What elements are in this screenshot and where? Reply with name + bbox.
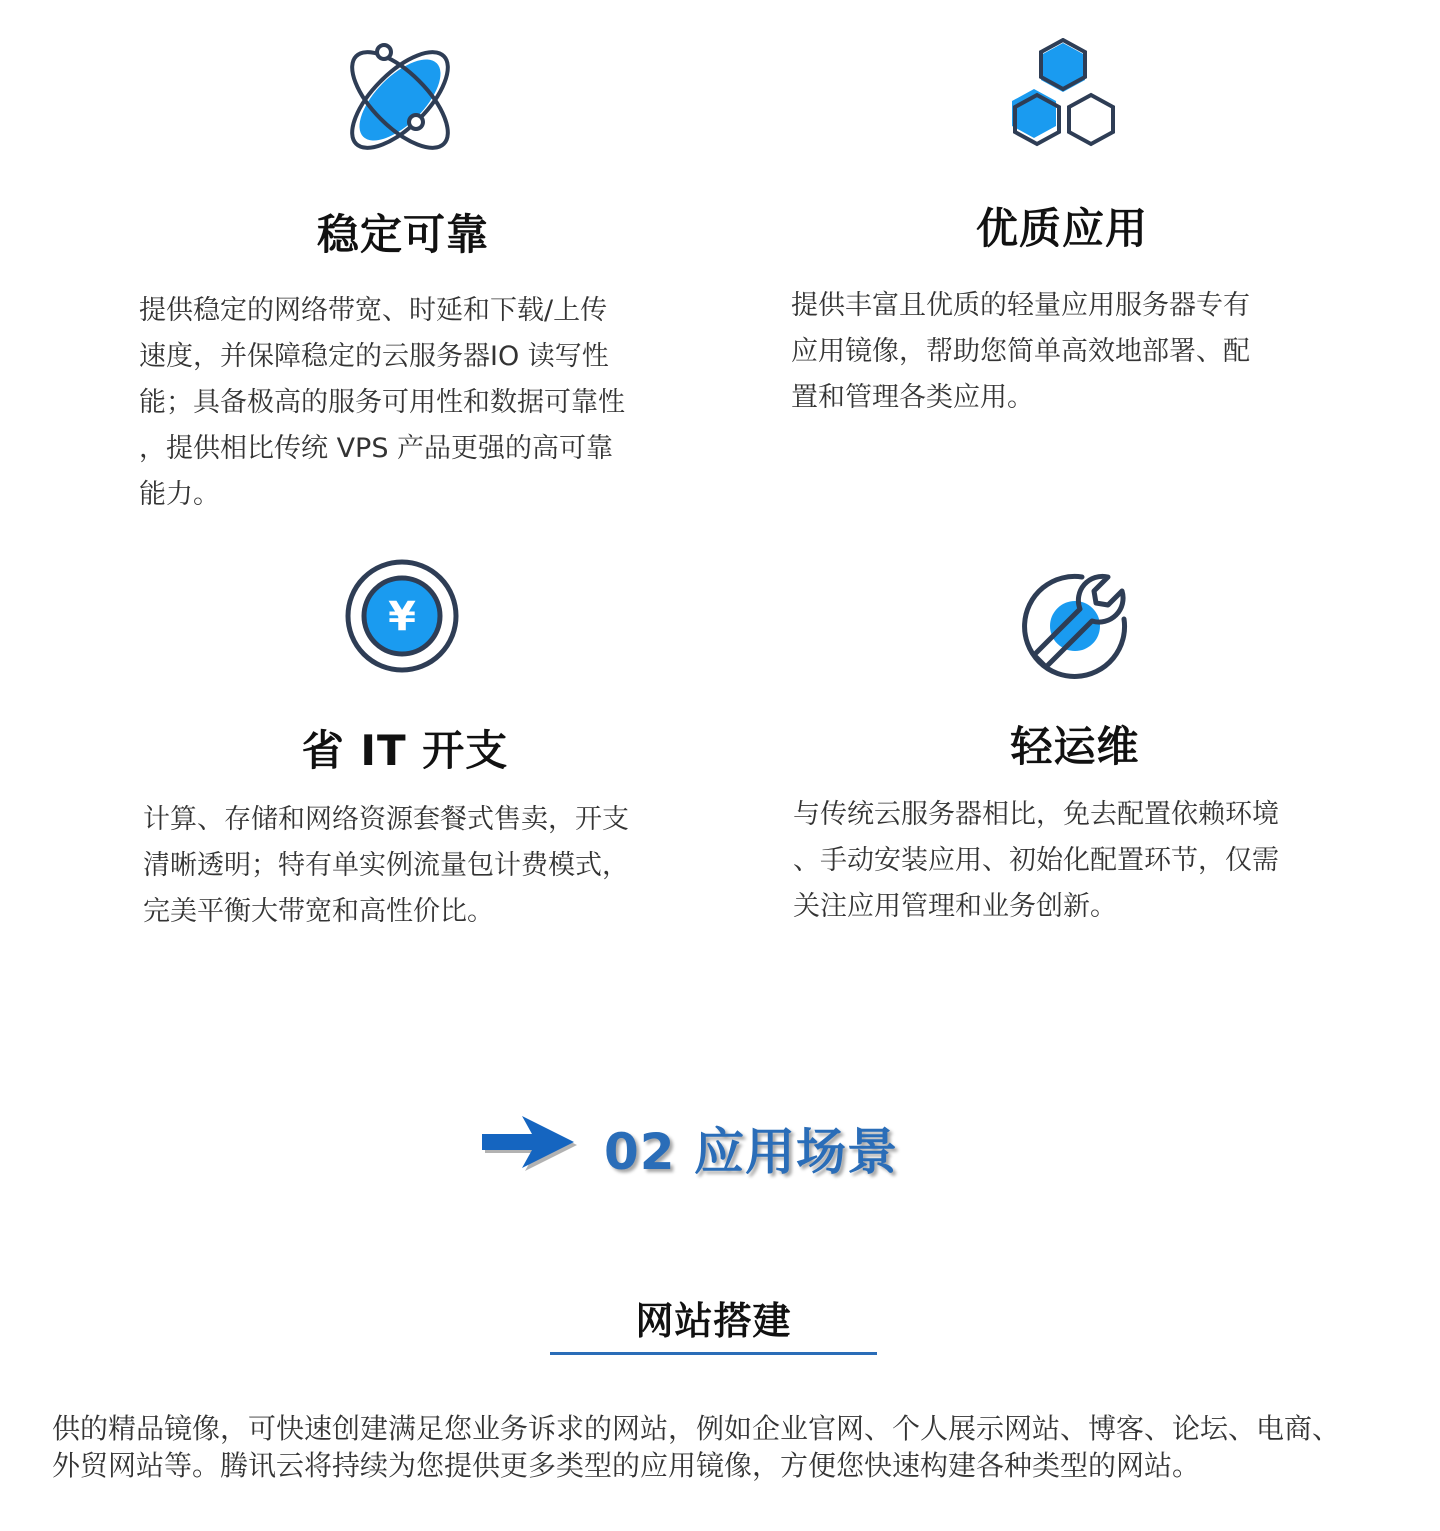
yen-coin-icon [344, 558, 462, 676]
desc-line: 能力。 [139, 479, 220, 510]
section-heading [480, 1108, 940, 1180]
desc-line: 外贸网站等。腾讯云将持续为您提供更多类型的应用镜像，方便您快速构建各种类型的网站。 [52, 1449, 1201, 1482]
feature-desc-quality-apps [791, 283, 1351, 421]
desc-line: 速度，并保障稳定的云服务器IO 读写性 [139, 341, 609, 372]
feature-desc-stable [139, 288, 699, 518]
feature-title-stable: 稳定可靠 [316, 210, 489, 259]
desc-line: 关注应用管理和业务创新。 [793, 891, 1117, 922]
desc-line: 完美平衡大带宽和高性价比。 [143, 896, 494, 927]
section-heading-text: 02 应用场景 [604, 1123, 898, 1181]
desc-line: 供的精品镜像，可快速创建满足您业务诉求的网站，例如企业官网、个人展示网站、博客、论坛、电商、 [52, 1412, 1341, 1445]
feature-desc-easy-ops [793, 792, 1353, 930]
feature-desc-save-it-cost [143, 797, 703, 935]
website-building-title: 网站搭建 [635, 1299, 792, 1343]
desc-line: 提供丰富且优质的轻量应用服务器专有 [791, 290, 1250, 321]
title-underline [550, 1352, 877, 1355]
cubes-icon [1005, 38, 1123, 154]
atom-icon [338, 38, 462, 162]
desc-line: 、手动安装应用、初始化配置环节，仅需 [793, 845, 1279, 876]
desc-line: ，提供相比传统 VPS 产品更强的高可靠 [139, 433, 614, 464]
feature-title-save-it-cost: 省 IT 开支 [301, 726, 509, 775]
desc-line: 能；具备极高的服务可用性和数据可靠性 [139, 387, 625, 418]
desc-line: 清晰透明；特有单实例流量包计费模式， [143, 850, 629, 881]
desc-line: 与传统云服务器相比，免去配置依赖环境 [793, 799, 1279, 830]
wrench-icon [1022, 573, 1128, 679]
desc-line: 应用镜像，帮助您简单高效地部署、配 [791, 336, 1250, 367]
desc-line: 计算、存储和网络资源套餐式售卖，开支 [143, 804, 629, 835]
yen-symbol: ¥ [388, 594, 416, 640]
feature-title-easy-ops: 轻运维 [1010, 722, 1140, 771]
arrow-right-icon [482, 1112, 582, 1176]
feature-title-quality-apps: 优质应用 [975, 204, 1148, 253]
desc-line: 置和管理各类应用。 [791, 382, 1034, 413]
desc-line: 提供稳定的网络带宽、时延和下载/上传 [139, 295, 608, 326]
website-building-desc [52, 1410, 1412, 1484]
